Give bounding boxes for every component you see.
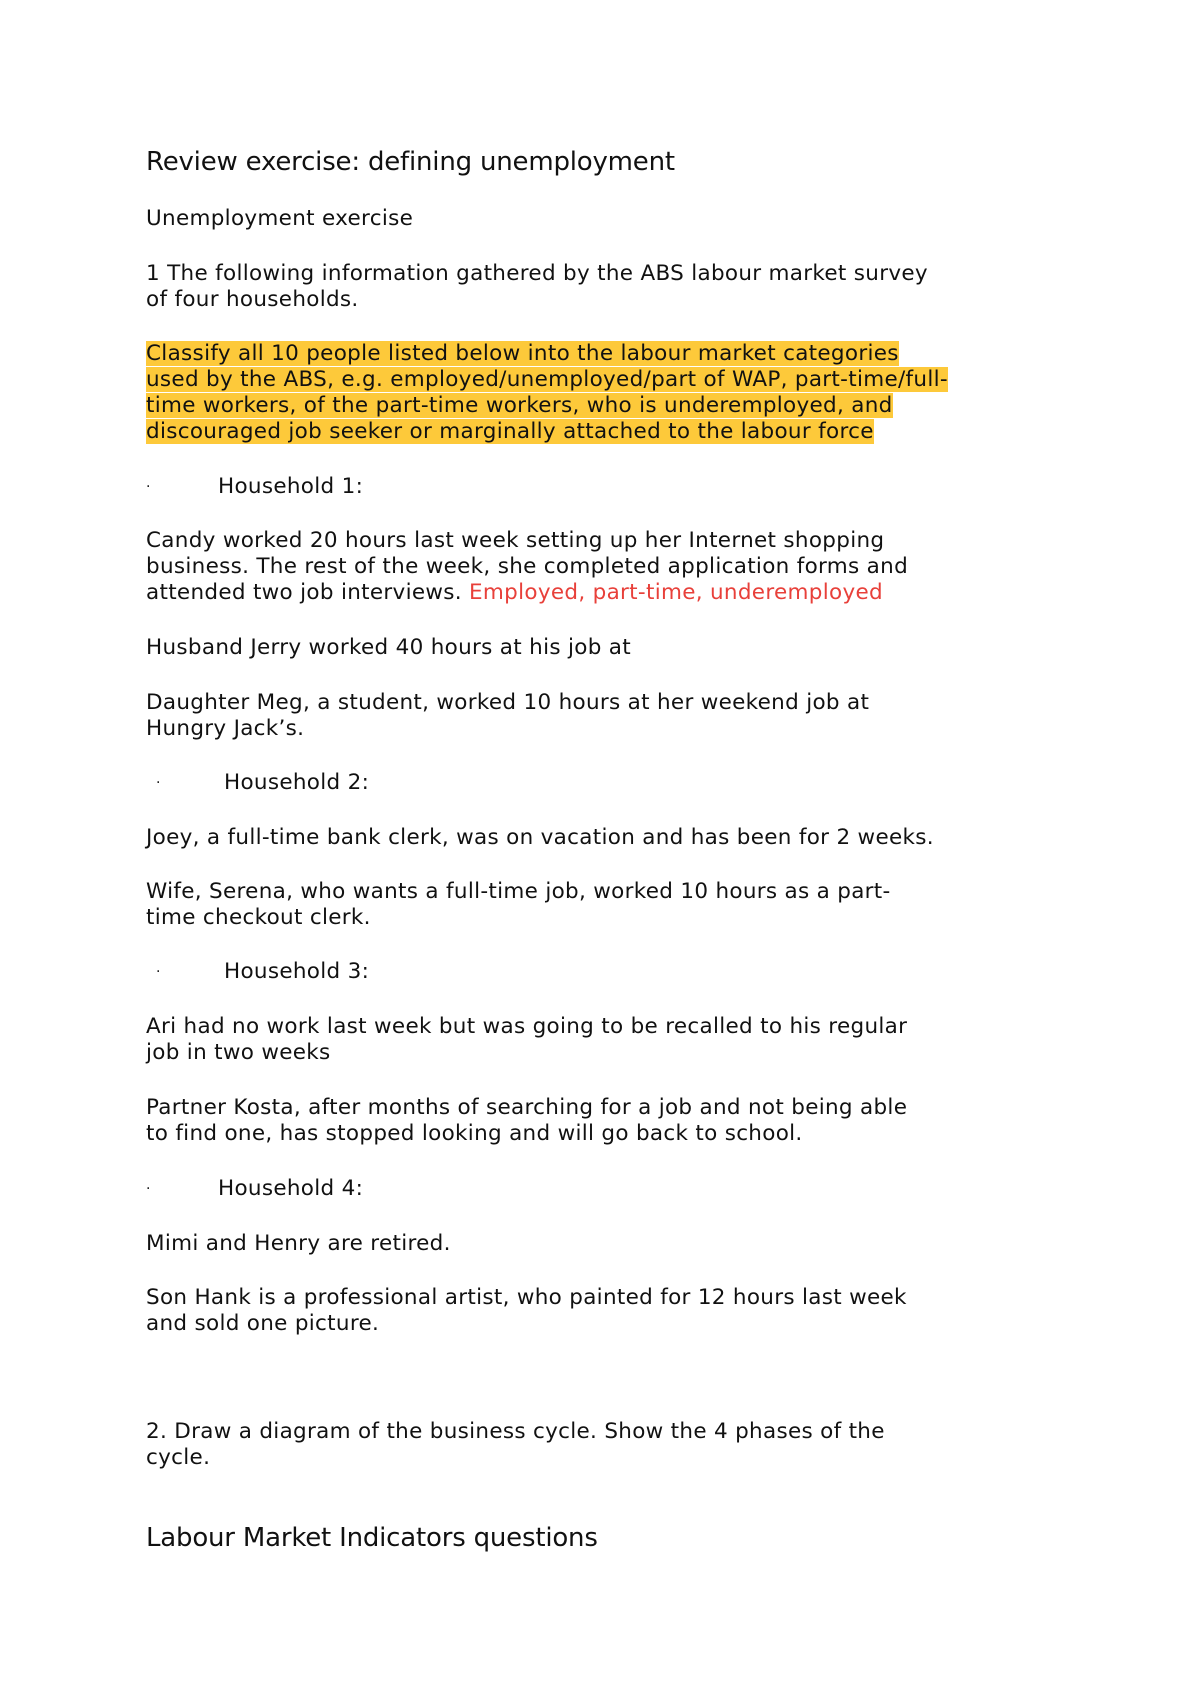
page-title: Review exercise: defining unemployment — [146, 147, 675, 177]
question1-intro-line-2: of four households. — [146, 287, 359, 312]
highlighted-instruction-line-3: time workers, of the part-time workers, who is underemployed, and — [146, 393, 893, 418]
ari-line-1: Ari had no work last week but was going to be recalled to his regular — [146, 1014, 908, 1039]
bullet-icon: · — [156, 964, 161, 980]
highlighted-instruction-line-4: discouraged job seeker or marginally attached to the labour force — [146, 419, 874, 444]
bullet-icon: · — [156, 775, 161, 791]
hank-line-1: Son Hank is a professional artist, who painted for 12 hours last week — [146, 1285, 907, 1310]
kosta-line-2: to find one, has stopped looking and will go back to school. — [146, 1121, 803, 1146]
household-1-heading — [146, 474, 364, 500]
question2-line-1: 2. Draw a diagram of the business cycle. Show the 4 phases of the — [146, 1419, 885, 1444]
serena-line-1: Wife, Serena, who wants a full-time job, worked 10 hours as a part- — [146, 879, 891, 904]
household-2-heading — [146, 770, 370, 796]
jerry-line: Husband Jerry worked 40 hours at his job at — [146, 635, 631, 660]
household-3-label: Household 3: — [224, 959, 370, 984]
candy-line-2: business. The rest of the week, she completed application forms and — [146, 554, 909, 579]
candy-line-3: attended two job interviews. — [146, 580, 462, 605]
mimi-henry-line: Mimi and Henry are retired. — [146, 1231, 451, 1256]
highlighted-instruction-line-1: Classify all 10 people listed below into the labour market categories — [146, 341, 899, 366]
kosta-line-1: Partner Kosta, after months of searching for a job and not being able — [146, 1095, 908, 1120]
household-2-label: Household 2: — [224, 770, 370, 795]
meg-line-1: Daughter Meg, a student, worked 10 hours at her weekend job at — [146, 690, 870, 715]
bullet-icon: · — [146, 1181, 151, 1197]
question1-intro-line-1: 1 The following information gathered by the ABS labour market survey — [146, 261, 928, 286]
ari-line-2: job in two weeks — [146, 1040, 331, 1065]
household-3-heading — [146, 959, 370, 985]
candy-answer: Employed, part-time, underemployed — [469, 580, 883, 605]
household-4-heading — [146, 1176, 364, 1202]
serena-line-2: time checkout clerk. — [146, 905, 371, 930]
household-4-label: Household 4: — [218, 1176, 364, 1201]
bullet-icon: · — [146, 479, 151, 495]
highlighted-instruction-line-2: used by the ABS, e.g. employed/unemployed/part of WAP, part-time/full- — [146, 367, 948, 392]
question2-line-2: cycle. — [146, 1445, 211, 1470]
subtitle: Unemployment exercise — [146, 206, 414, 231]
candy-line-1: Candy worked 20 hours last week setting up her Internet shopping — [146, 528, 885, 553]
hank-line-2: and sold one picture. — [146, 1311, 380, 1336]
section-title-labour-market-indicators: Labour Market Indicators questions — [146, 1523, 598, 1553]
joey-line: Joey, a full-time bank clerk, was on vacation and has been for 2 weeks. — [146, 825, 934, 850]
household-1-label: Household 1: — [218, 474, 364, 499]
meg-line-2: Hungry Jack’s. — [146, 716, 305, 741]
